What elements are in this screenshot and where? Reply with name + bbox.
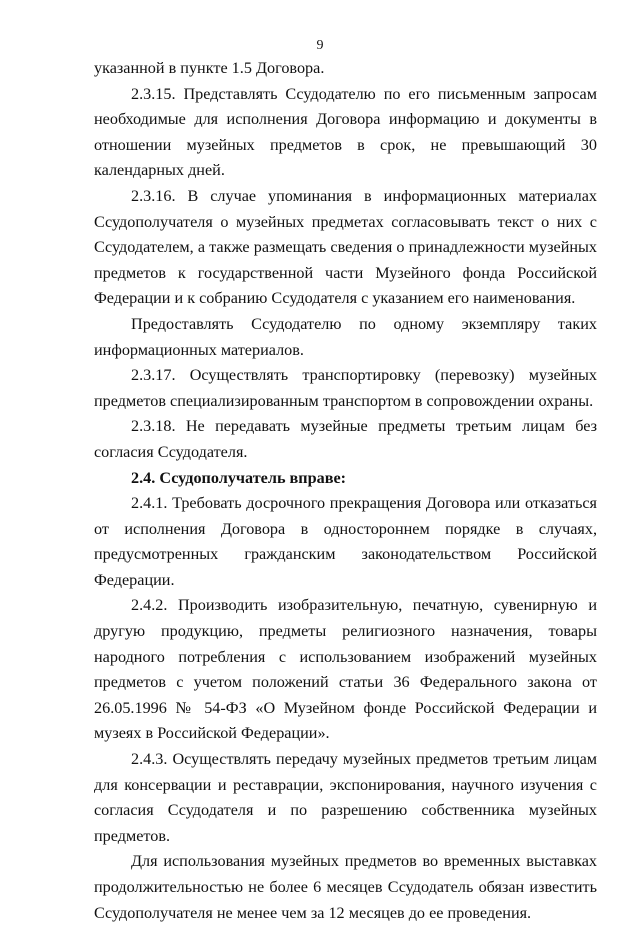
paragraph-2-4-3-continued: Для использования музейных предметов во временных выставках продолжительностью не более 6 месяцев Ссудодатель обязан известить Ссудополучателя не менее чем за 12 месяцев до ее проведения. [94,852,597,922]
section-heading-2-4: 2.4. Ссудополучатель вправе: [131,468,347,487]
paragraph-2-4-2: 2.4.2. Производить изобразительную, печатную, сувенирную и другую продукцию, предметы религиозного назначения, товары народного потребления с использованием изображений музейных предметов с учетом положений статьи 36 Федерального закона от 26.05.1996 № 54-ФЗ «О Музейном фонде Российской Федерации и музеях в Российской Федерации». [94,596,597,743]
page-number: 9 [316,38,324,53]
paragraph-2-3-18: 2.3.18. Не передавать музейные предметы третьим лицам без согласия Ссудодателя. [94,417,597,461]
document-body [94,56,597,926]
paragraph-2-3-16-continued: Предоставлять Ссудодателю по одному экземпляру таких информационных материалов. [94,314,597,359]
paragraph-2-4-1: 2.4.1. Требовать досрочного прекращения Договора или отказаться от исполнения Договора в одностороннем порядке в случаях, предусмотренных гражданским законодательством Российской Федерации. [94,494,597,589]
paragraph-2-4-3: 2.4.3. Осуществлять передачу музейных предметов третьим лицам для консервации и реставрации, экспонирования, научного изучения с согласия Ссудодателя и по разрешению собственника музейных предметов. [94,750,597,845]
paragraph-2-3-17: 2.3.17. Осуществлять транспортировку (перевозку) музейных предметов специализированным транспортом в сопровождении охраны. [94,366,597,410]
paragraph-continuation: указанной в пункте 1.5 Договора. [94,59,325,77]
paragraph-2-3-16: 2.3.16. В случае упоминания в информационных материалах Ссудополучателя о музейных предметах согласовывать текст о них с Ссудодателем, а также размещать сведения о принадлежности музейных предметов к государственной части Музейного фонда Российской Федерации и к собранию Ссудодателя с указанием его наименования. [94,186,597,308]
paragraph-2-3-15: 2.3.15. Представлять Ссудодателю по его письменным запросам необходимые для исполнения Договора информацию и документы в отношении музейных предметов в срок, не превышающий 30 календарных дней. [94,84,597,180]
